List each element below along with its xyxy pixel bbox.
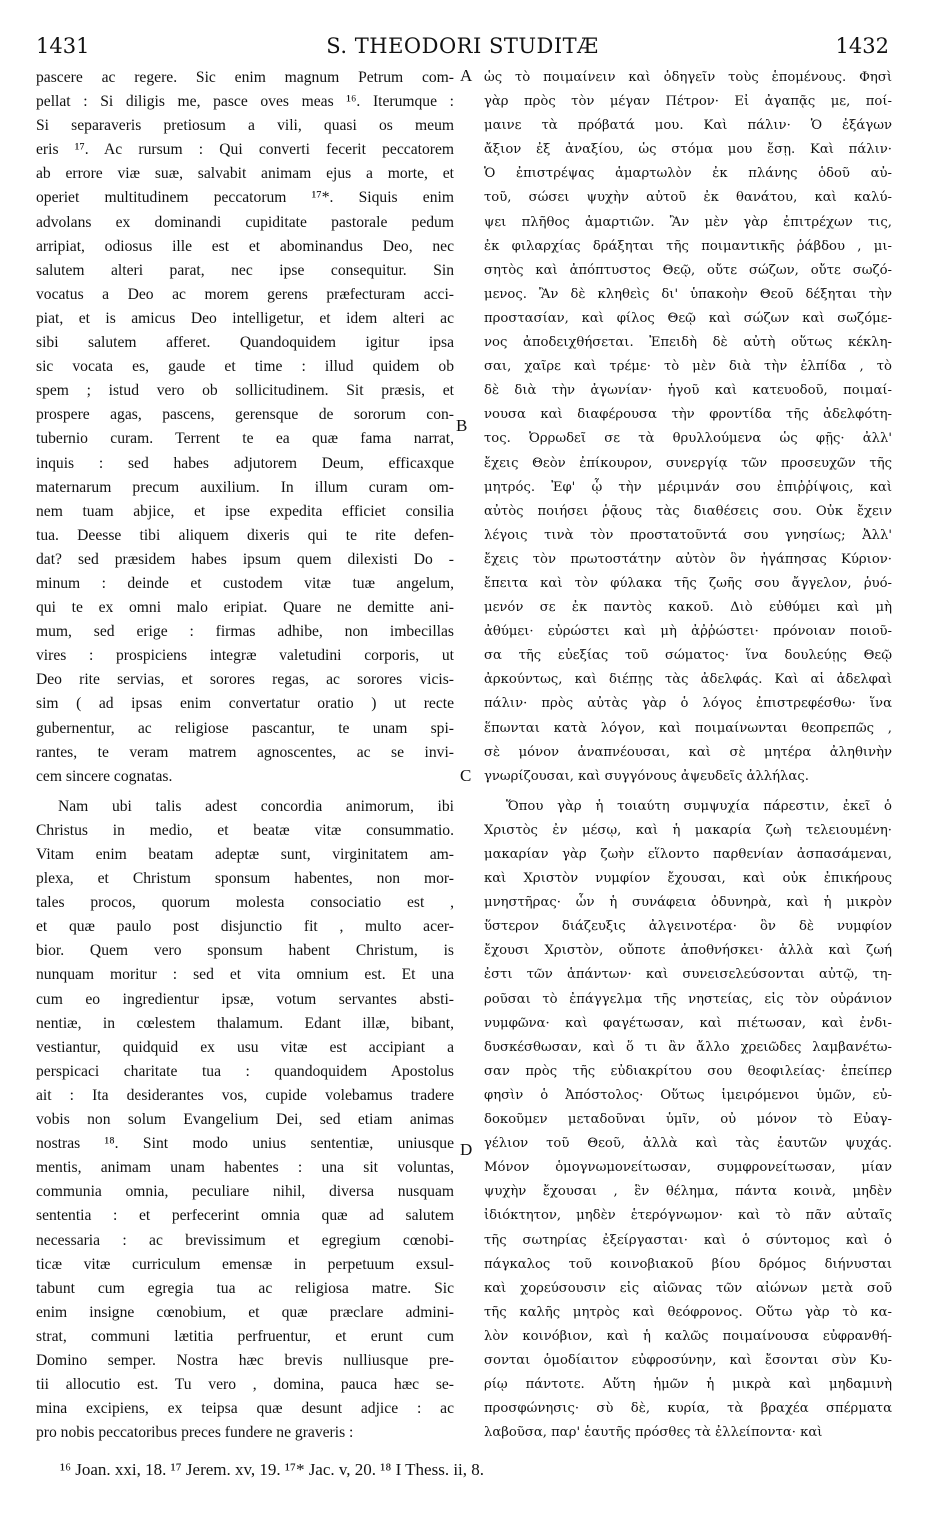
latin-text-line: bior. Quem vero sponsum habent Christum, is (36, 942, 454, 960)
greek-text-line: λέγοις τινὰ τὸν προστατοῦντά σου γνησίως; Ἀλλ' (484, 527, 892, 543)
latin-text-line: cum eo ingredientur ipsæ, votum servantes absti- (36, 990, 454, 1008)
greek-text-line: μνηστῆρας· ὧν ἡ συνάφεια ὀδυνηρὰ, καὶ ἡ μικρὸν (484, 895, 892, 911)
greek-text-line: σαν πρὸς τῆς εὐδιακρίτου σου θεοφιλείας· ἐπείπερ (484, 1063, 892, 1079)
greek-text-line: γέλιον τοῦ Θεοῦ, ἀλλὰ καὶ τὰς ἑαυτῶν ψυχάς. (484, 1136, 892, 1152)
greek-text-line: ὡς τὸ ποιμαίνειν καὶ ὁδηγεῖν τοὺς ἑπομένους. Φησὶ (484, 70, 892, 85)
greek-text-line: μακαρίαν γὰρ ζωὴν εἵλοντο παρθενίαν ἀσπασάμεναι, (484, 847, 892, 862)
greek-text-line: νος ἀποδειχθήσεται. Ἐπειδὴ δὲ αὐτὴ οὕτως κέκλη- (484, 335, 892, 351)
latin-text-line: sic vocata es, gaude et time : illud quidem ob (36, 358, 454, 376)
latin-text-line: sim ( ad ipsas enim convertatur oratio ) ut recte (36, 695, 454, 713)
greek-text-line: δυσκέσθωσαν, καὶ ὅ τι ἂν ἄλλο χρειῶδες λαμβανέτω- (484, 1039, 892, 1055)
greek-text-line: καὶ Χριστὸν νυμφίον ἔχουσαι, καὶ οὐκ ἐπικήρους (484, 871, 892, 887)
greek-text-line: Μόνον ὁμογνωμονείτωσαν, συμφρονείτωσαν, μίαν (484, 1160, 892, 1176)
latin-text-line: nentiæ, in cœlestem thalamum. Edant illæ, bibant, (36, 1014, 454, 1032)
greek-text-line: τος. Ὀρρωδεῖ σε τὰ θρυλλούμενα ὡς φῇς· ἀλλ' (484, 431, 892, 447)
latin-column (36, 66, 454, 1445)
latin-text-line: nostras ¹⁸. Sint modo unius sententiæ, uniusque (36, 1135, 454, 1153)
latin-text-line: mentis, animam unam habentes : una sit voluntas, (36, 1159, 454, 1177)
greek-text-line: ἰδιόκτητον, μηδὲν ἑτερόγνωμον· καὶ τὸ πᾶν αὐταῖς (484, 1208, 892, 1224)
latin-text-line: tubernio curam. Terrent te ea quæ fama narrat, (36, 430, 454, 448)
greek-text-line: πάλιν· πρὸς αὐτὰς γὰρ ὁ λόγος ἐπιστρεφέσθω· ἵνα (484, 696, 892, 712)
latin-text-line: eris ¹⁷. Ac rursum : Qui converti fecerit peccatorem (36, 141, 454, 159)
latin-text-line: gubernentur, ac religiose pascantur, te unam spi- (36, 719, 454, 737)
greek-text-line: νουσα καὶ διαφέρουσα τὴν φροντίδα τῆς ἀδελφότη- (484, 407, 892, 423)
latin-text-line: cem sincere cognatas. (36, 767, 173, 785)
latin-text-line: ait : Ita desiderantes vos, cupide volebamus tradere (36, 1086, 454, 1104)
latin-text-line: inquis : sed habes adjutorem Deum, efficaxque (36, 454, 454, 472)
latin-text-line: et quæ paulo post disjunctio fit , multo acer- (36, 918, 454, 936)
latin-text-line: nem tuam abjice, et ipse expedita efficiet consilia (36, 502, 454, 520)
latin-text-line: mina excipiens, ex teipsa quæ desunt adjice : ac (36, 1400, 454, 1418)
latin-text-line: ticæ vitæ curriculum emensæ in perpetuum exsul- (36, 1255, 454, 1273)
greek-text-line: ροῦσαι τὸ ἐπάγγελμα τῆς νηστείας, εἰς τὸν οὐράνιον (484, 991, 892, 1007)
latin-text-line: sibi salutem afferet. Quandoquidem igitur ipsa (36, 334, 454, 352)
greek-text-line: ἐστι τῶν ἁπάντων· καὶ συνεισελεύσονται αὐτῷ, τη- (484, 967, 892, 983)
greek-text-line: καὶ χορεύσουσιν εἰς αἰῶνας τῶν αἰώνων μετὰ σοῦ (484, 1280, 892, 1296)
latin-text-line: arripiat, odiosus ille est et abominandus Deo, nec (36, 237, 454, 255)
latin-text-line: vocatus a Deo ac morem gerens præfecturam acci- (36, 285, 454, 303)
latin-text-line: pellat : Si diligis me, pasce oves meas ¹⁶. Iterumque : (36, 93, 454, 111)
greek-text-line: ἔχεις Θεὸν ἐπίκουρον, συνεργίᾳ τῶν προσευχῶν τῆς (484, 455, 892, 471)
page-number-right: 1432 (835, 34, 889, 58)
greek-text-line: ἀρκούντως, καὶ διέπῃς τὰς ἀδελφάς. Καὶ αἱ ἀδελφαὶ (484, 672, 892, 688)
latin-text-line: minum : deinde et custodem vitæ tuæ angelum, (36, 574, 454, 592)
latin-text-line: spem ; istud vero ob sollicitudinem. Sit præsis, et (36, 382, 454, 400)
latin-text-line: Nam ubi talis adest concordia animorum, ibi (58, 797, 454, 815)
latin-text-line: tabunt cum egregia tua ac religiosa matre. Sic (36, 1279, 454, 1297)
margin-marker-a: A (460, 66, 473, 85)
latin-text-line: dat? sed præsidem habes ipsum quem dilexisti Do - (36, 550, 454, 568)
greek-text-line: τῆς σωτηρίας ἐξείργασται· καὶ ὁ σύντομος καὶ ὁ (484, 1232, 892, 1248)
latin-text-line: vobis non solum Evangelium Dei, sed etiam animas (36, 1111, 454, 1129)
greek-text-line: σὲ μόνον ἀναπνέουσαι, καὶ σὲ μητέρα ἀληθινὴν (484, 744, 892, 760)
greek-text-line: δοκοῦμεν μεταδοῦναι ὑμῖν, οὐ μόνον τὸ Εὐαγ- (484, 1112, 892, 1128)
latin-text-line: plexa, et Christum sponsum habentes, non mor- (36, 870, 454, 888)
footnotes: ¹⁶ Joan. xxi, 18. ¹⁷ Jerem. xv, 19. ¹⁷* Jac. v, 20. ¹⁸ I Thess. ii, 8. (60, 1460, 485, 1479)
running-header (36, 34, 889, 62)
latin-text-line: perspicaci charitate tua : quandoquidem Apostolus (36, 1062, 454, 1080)
greek-text-line: προσφώνησις· σὺ δὲ, κυρία, τὰ βραχέα σπέρματα (484, 1401, 892, 1417)
page-number-left: 1431 (36, 34, 90, 58)
margin-marker-d: D (460, 1140, 473, 1159)
latin-text-line: pascere ac regere. Sic enim magnum Petrum com- (36, 69, 454, 86)
latin-text-line: nunquam moritur : sed et vita omnium est. Et una (36, 966, 454, 984)
greek-text-line: αὐτὸς ποιήσει ῥᾷους τὰς διαθέσεις σου. Οὐκ ἔχειν (484, 503, 892, 519)
greek-text-line: μαινε τὰ πρόβατά μου. Καὶ πάλιν· Ὁ ἐξάγων (484, 118, 892, 134)
latin-text-line: salutem alteri parat, nec ipse consequitur. Sin (36, 261, 454, 279)
greek-text-line: τῆς καλῆς μητρὸς καὶ θεόφρονος. Οὕτω γὰρ τὸ κα- (484, 1304, 892, 1320)
latin-text-line: tii allocutio est. Tu vero , domina, pauca hæc se- (36, 1376, 454, 1394)
margin-marker-c: C (460, 766, 472, 785)
greek-text-line: τοῦ, σώσει ψυχὴν αὐτοῦ ἐκ θανάτου, καὶ καλύ- (484, 190, 892, 206)
greek-text-line: γὰρ πρὸς τὸν μέγαν Πέτρον· Εἰ ἀγαπᾷς με, ποί- (484, 94, 892, 110)
greek-text-line: ψυχὴν ἔχουσαι , ἓν θέλημα, πάντα κοινὰ, μηδὲν (484, 1184, 892, 1200)
latin-text-line: Christus in medio, et beatæ vitæ consummatio. (36, 821, 454, 839)
latin-text-line: Domino semper. Nostra hæc brevis nulliusque pre- (36, 1351, 454, 1369)
greek-text-line: ἐκ φιλαρχίας δράξηται τῆς ποιμαντικῆς ῥάβδου , μι- (484, 238, 892, 254)
latin-text-line: operiet multitudinem peccatorum ¹⁷*. Siquis enim (36, 189, 454, 207)
greek-text-line: ἔχεις τὸν πρωτοστάτην αὐτὸν ὃν ἠγάπησας Κύριον· (484, 551, 892, 567)
latin-text-line: Vitam enim beatam adeptæ sunt, virginitatem am- (36, 846, 454, 863)
latin-text-line: ab errore viæ suæ, salvabit animam ejus a morte, et (36, 165, 454, 183)
margin-marker-b: B (456, 416, 468, 435)
latin-text-line: vires : prospiciens integræ valetudini corporis, ut (36, 647, 454, 665)
greek-text-line: σητὸς καὶ ἀπόπτυστος Θεῷ, οὔτε σώζων, οὔτε σωζό- (484, 262, 892, 278)
greek-text-line: φησὶν ὁ Ἀπόστολος· Οὕτως ἱμειρόμενοι ὑμῶν, εὐ- (484, 1087, 892, 1103)
greek-text-line: Χριστὸς ἐν μέσῳ, καὶ ἡ μακαρία ζωὴ τελειουμένη· (484, 822, 892, 838)
greek-text-line: Ὅπου γὰρ ἡ τοιαύτη συμψυχία πάρεστιν, ἐκεῖ ὁ (506, 798, 892, 814)
greek-text-line: ρίῳ πάντοτε. Αὕτη ἡμῶν ἡ μικρὰ καὶ μηδαμινὴ (484, 1377, 892, 1393)
greek-text-line: δὲ διὰ τὴν ἀγωνίαν· ἡγοῦ καὶ κατευοδοῦ, ποιμαί- (484, 383, 892, 399)
greek-text-line: ἔπειτα καὶ τὸν φύλακα τῆς ζωῆς σου ἄγγελον, ῥυό- (484, 575, 892, 591)
greek-text-line: ἔχουσι Χριστὸν, οὔποτε ἀποθνήσκει· ἀλλὰ καὶ ζωή (484, 943, 892, 959)
greek-text-line: ἕπωνται κατὰ λόγον, καὶ ποιμαίνωνται θεοπρεπῶς , (484, 720, 892, 736)
greek-text-line: σονται ὁμοδίαιτον εὐφροσύνην, καὶ ἔσονται σὺν Κυ- (484, 1352, 892, 1368)
latin-text-line: tales procos, quorum molesta consociatio est , (36, 894, 454, 912)
greek-text-line: μενόν σε ἐκ παντὸς κακοῦ. Διὸ εὐθύμει καὶ μὴ (484, 600, 892, 616)
greek-text-line: νυμφῶνα· καὶ φαγέτωσαν, καὶ πιέτωσαν, καὶ ἐνδι- (484, 1015, 892, 1031)
latin-text-line: communia omnia, peculiare nihil, diversa nusquam (36, 1183, 454, 1201)
latin-text-line: strat, communi lætitia perfruentur, et erunt cum (36, 1327, 454, 1345)
greek-text-line: ὕστερον διάζευξις ἀλγεινοτέρα· ὃν δὲ νυμφίον (484, 919, 892, 935)
greek-text-line: ψει πλῆθος ἁμαρτιῶν. Ἂν μὲν γὰρ ἐπιτρέχων τις, (484, 214, 892, 230)
greek-text-line: σαι, χαῖρε καὶ τρέμε· τὸ μὲν διὰ τὴν ἐλπίδα , τὸ (484, 359, 892, 375)
greek-text-line: προστασίαν, καὶ φίλος Θεῷ καὶ σώζων καὶ σωζόμε- (484, 310, 892, 326)
latin-text-line: prospere agas, pascens, gerensque de sororum con- (36, 406, 454, 424)
greek-text-line: Ὁ ἐπιστρέψας ἁμαρτωλὸν ἐκ πλάνης ὁδοῦ αὐ- (484, 166, 892, 182)
latin-text-line: enim insigne cœnobium, et quæ præclare admini- (36, 1303, 454, 1321)
latin-text-line: pro nobis peccatoribus preces fundere ne graveris : (36, 1424, 354, 1442)
latin-text-line: Si separaveris pretiosum a vili, quasi os meum (36, 117, 454, 135)
latin-text-line: advolans ex dominandi cupiditate pastorale pedum (36, 213, 454, 231)
greek-column (484, 66, 892, 1445)
greek-text-line: σα τῆς εὐεξίας τοῦ σώματος· ἵνα δουλεύῃς Θεῷ (484, 648, 892, 664)
greek-text-line: μητρός. Ἐφ' ᾧ τὴν μέριμνάν σου ἐπιῤῥίψοις, καὶ (484, 479, 892, 495)
latin-text-line: necessaria : ac brevissimum et egregium cœnobi- (36, 1231, 454, 1249)
latin-text-line: Deo rite servias, et sorores regas, ac sorores vicis- (36, 671, 454, 689)
greek-text-line: μενος. Ἂν δὲ κληθεὶς δι' ὑπακοὴν Θεοῦ δέξηται τὴν (484, 286, 892, 302)
greek-text-line: γνωρίζουσαι, καὶ συγγόνους ἀψευδεῖς ἀλλήλας. (484, 768, 809, 784)
greek-text-line: λὸν κοινόβιον, καὶ ἡ καλῶς ποιμαίνουσα εὐφρανθή- (484, 1328, 892, 1344)
greek-text-line: ἄξιον ἐξ ἀναξίου, ὡς στόμα μου ἔσῃ. Καὶ πάλιν· (484, 142, 892, 158)
latin-text-line: vestiantur, quidquid ex usu vitæ est accipiant a (36, 1038, 454, 1056)
latin-text-line: mum, sed erige : firmas adhibe, non imbecillas (36, 623, 454, 641)
latin-text-line: tua. Deesse tibi aliquem dixeris qui te rite defen- (36, 526, 454, 544)
latin-text-line: rantes, te veram matrem agnoscentes, ac se invi- (36, 743, 454, 761)
latin-text-line: piat, et is amicus Deo intelligetur, et idem alteri ac (36, 309, 454, 327)
latin-text-line: qui te ex omni malo eripiat. Quare ne demitte ani- (36, 599, 454, 617)
greek-text-line: ἀθύμει· εὐρώστει καὶ μὴ ἀῤῥώστει· πρόνοιαν ποιοῦ- (484, 624, 892, 640)
running-title: S. THEODORI STUDITÆ (326, 34, 599, 58)
latin-text-line: maternarum precum auxilium. In illum curam om- (36, 478, 454, 496)
latin-text-line: sententia : et perfecerint omnia quæ ad salutem (36, 1207, 454, 1225)
greek-text-line: λαβοῦσα, παρ' ἑαυτῆς πρόσθες τὰ ἐλλείποντα· καὶ (484, 1425, 823, 1441)
greek-text-line: πάγκαλος τοῦ κοινοβιακοῦ βίου δρόμος διήνυσται (484, 1256, 892, 1272)
